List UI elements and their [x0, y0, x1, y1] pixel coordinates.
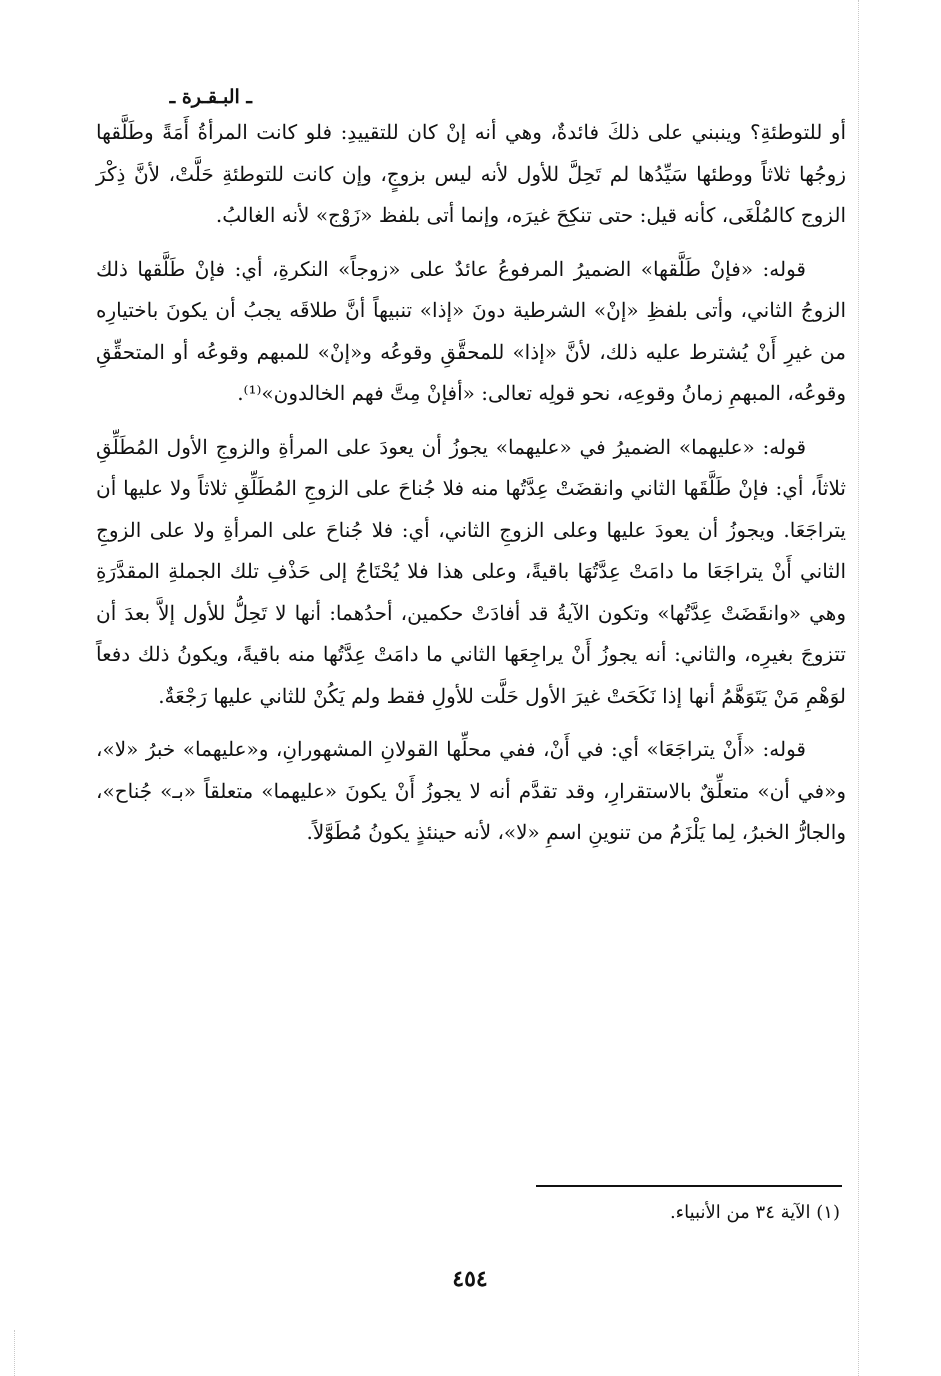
paragraph-4: قوله: «أَنْ يتراجَعَا» أي: في أَنْ، ففي محلِّها القولانِ المشهورانِ، و«عليهما» خبرُ «لا»، و«في أن» متعلِّقٌ بالاستقرارِ، وقد تقدَّم أنه لا يجوزُ أَنْ يكونَ «عليهما» متعلقاً «بـ» جُناح»، والجارُّ الخبرُ، لِما يَلْزَمُ من تنوينِ اسمِ «لا»، لأنه حينئذٍ يكونُ مُطَوَّلاً. — [96, 737, 846, 844]
scan-edge-line — [858, 0, 859, 1376]
paragraph-3: قوله: «عليهما» الضميرُ في «عليهما» يجوزُ أن يعودَ على المرأةِ والزوجِ الأول المُطَلِّقِ ثلاثاً، أي: فإنْ طَلَّقَها الثاني وانقضَتْ عِدَّتُها منه فلا جُناحَ على الزوجِ المُطَلِّقِ ثلاثاً ولا عليها أن يتراجَعَا. ويجوزُ أن يعودَ عليها وعلى الزوجِ الثاني، أي: فلا جُناحَ على المرأةِ ولا على الزوجِ الثاني أَنْ يتراجَعَا ما دامَتْ عِدَّتُهَا باقيةً، وعلى هذا فلا يُحْتَاجُ إلى حَذْفِ تلك الجملةِ المقدَّرَةِ وهي «وانقَضَتْ عِدَّتُها» وتكون الآيةُ قد أفادَتْ حكمين، أحدُهما: أنها لا تَحِلُّ للأول إلاَّ بعدَ أن تتزوجَ بغيرِه، والثاني: أنه يجوزُ أَنْ يراجِعَها الثاني ما دامَتْ عِدَّتُها منه باقيةً، ويكونُ ذلك دفعاً لوَهْمِ مَنْ يَتَوَهَّمُ أنها إذا نَكَحَتْ غيرَ الأول حَلَّت للأولِ فقط ولم يَكُنْ للثاني عليها رَجْعَةٌ. — [96, 434, 846, 708]
paragraph-2: قوله: «فإنْ طَلَّقها» الضميرُ المرفوعُ عائدٌ على «زوجاً» النكرةِ، أي: فإنْ طَلَّقها ذلك الزوجُ الثاني، وأتى بلفظِ «إنْ» الشرطية دونَ «إذا» تنبيهاً أنَّ طلاقَه يجبُ أن يكونَ باختيارِه من غيرِ أَنْ يُشترط عليه ذلك، لأنَّ «إذا» للمحقَّقِ وقوعُه و«إنْ» للمبهم وقوعُه أو المتحقِّقِ وقوعُه، المبهمِ زمانُ وقوعِه، نحو قولِه تعالى: «أفإنْ مِتَّ فهم الخالدون»⁽¹⁾. — [96, 256, 846, 405]
paragraph-1: أو للتوطئةِ؟ وينبني على ذلكَ فائدةٌ، وهي أنه إنْ كان للتقييدِ: فلو كانت المرأةُ أَمَةً وطَلَّقها زوجُها ثلاثاً ووطئها سَيِّدُها لم تَحِلَّ للأول لأنه ليس بزوجٍ، وإن كانت للتوطئةِ حَلَّتْ، لأنَّ ذِكْرَ الزوج كالمُلْغَى، كأنه قيل: حتى تنكِحَ غيرَه، وإنما أتى بلفظ «زَوْج» لأنه الغالبُ. — [96, 120, 846, 227]
page-number: ٤٥٤ — [452, 1266, 488, 1292]
footnote-divider — [536, 1185, 842, 1187]
main-text — [96, 112, 846, 854]
running-header: ـ البـقـرة ـ — [169, 86, 252, 108]
footnote: (١) الآية ٣٤ من الأنبياء. — [669, 1202, 840, 1223]
scan-edge-line-left — [14, 1330, 15, 1376]
